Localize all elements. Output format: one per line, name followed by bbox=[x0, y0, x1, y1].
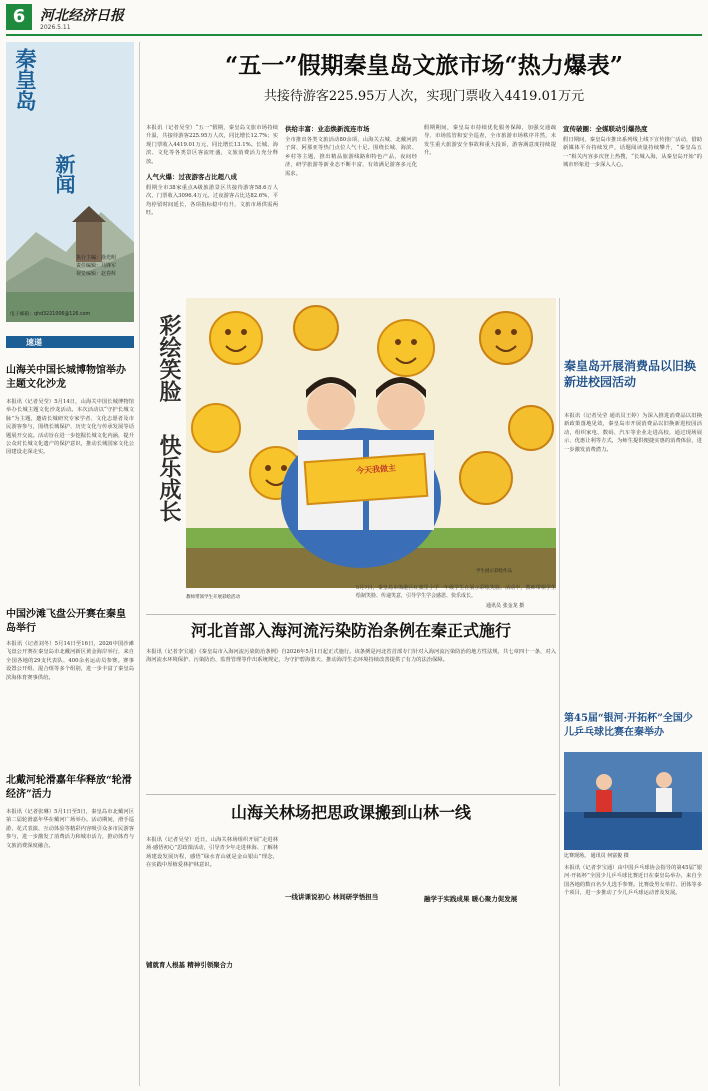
lead-column: 假期期间，秦皇岛市持续优化服务保障，加强交通疏导、市场监管和安全巡查，全市旅游市场秩序井然，未发生重大旅游安全事故和重大投诉，游客满意度持续提升。 bbox=[424, 125, 556, 157]
forest-rule bbox=[146, 794, 556, 795]
table-tennis-body: 本报讯（记者李宝通）由中国乒乓球协会指导的第45届“银河·开拓杯”全国少儿乒乓球比赛近日在秦皇岛举办，来自全国各地的数百名少儿选手参赛。比赛设男女单打、团体等多个项目，进一步推动了少儿乒乓球运动普及发展。 bbox=[564, 865, 702, 897]
newspaper-name: 河北经济日报 bbox=[40, 8, 124, 24]
forest-headline: 山海关林场把思政课搬到山林一线 bbox=[230, 803, 471, 822]
great-wall-illustration bbox=[6, 172, 134, 322]
lead-subhead: 供给丰富：业态焕新流连市场 bbox=[285, 125, 370, 133]
express-headline: 山海关中国长城博物馆举办主题文化沙龙 bbox=[6, 365, 126, 390]
section-banner bbox=[6, 42, 134, 322]
lead-column: 本报讯（记者吴莹）“五一”假期，秦皇岛文旅市场持续升温，共接待游客225.95万人次，同比增长12.7%；实现门票收入4419.01万元，同比增长13.1%。长城、海滨、文化等各类景区客流旺盛，文旅消费活力充分释放。 bbox=[146, 125, 278, 165]
express-label: 速递 bbox=[26, 338, 42, 347]
photo-credit: 通讯员 张金龙 摄 bbox=[486, 603, 525, 609]
express-body: 本报讯（记者张琳）5月1日至5日，秦皇岛市北戴河区第二届轮滑嘉年华在戴河广场举办。活动期间，滑手巡游、花式表演、互动体验等精彩内容吸引众多市民游客参与，进一步激发了消费活力和城市活力，推动体育与文旅消费深度融合。 bbox=[6, 809, 134, 849]
photo-title: 彩绘笑脸 bbox=[156, 314, 182, 402]
lead-headline: “五一”假期秦皇岛文旅市场“热力爆表” bbox=[225, 52, 623, 79]
consumption-headline: 秦皇岛开展消费品以旧换新进校园活动 bbox=[564, 359, 697, 389]
forest-subhead: 铺就育人根基 精神引领聚合力 bbox=[146, 961, 233, 969]
law-rule bbox=[146, 614, 556, 615]
photo-sign-text: 今天我做主 bbox=[355, 462, 397, 476]
editor-line: 视觉编辑：赵春辉 bbox=[76, 271, 117, 277]
editor-line: 执行主编：徐光明 bbox=[76, 255, 117, 261]
column-divider bbox=[139, 42, 140, 1086]
section-title-news: 新闻 bbox=[52, 154, 76, 194]
express-body: 本报讯（记者刘冬）5月14日至16日，2026中国沙滩飞盘公开赛在秦皇岛市北戴河新区黄金海岸举行，来自全国各地的29支代表队、400余名运动员参赛。赛事设置公开组、混合组等多个组别，进一步丰富了秦皇岛滨海体育赛事供给。 bbox=[6, 641, 134, 681]
photo-caption: 5月7日，秦皇岛市海港区红旗里小学一年级学生在展示彩绘笑脸。活动中，教师带领学生绘制笑脸、传递笑意，引导学生学会感恩、快乐成长。 bbox=[356, 585, 556, 599]
smiley-drawing-photo bbox=[186, 298, 556, 588]
right-divider bbox=[559, 298, 560, 1086]
lead-column: 假日期间，秦皇岛市推出系列线上线下宣传推广活动，借助新媒体平台持续发声，话题阅读量持续攀升，“秦皇岛五一”相关内容多次登上热搜，“长城入海，从秦皇岛开始”的城市形象进一步深入人心。 bbox=[563, 137, 702, 169]
table-tennis-caption: 比赛现场。 通讯员 何富俊 摄 bbox=[564, 853, 629, 859]
express-headline: 中国沙滩飞盘公开赛在秦皇岛举行 bbox=[6, 609, 126, 634]
law-body: 本报讯（记者李宝通）《秦皇岛市入海河流污染防治条例》自2026年5月1日起正式施行。该条例是河北省首部专门针对入海河流污染防治的地方性法规，共七章四十一条，对入海河流水环境保护、污染防治、监督管理等作出系统规定，为守护碧海蓝天、推动海洋生态环境持续改善提供了有力的法治保障。 bbox=[146, 649, 556, 664]
issue-date: 2026.5.11 bbox=[40, 24, 71, 31]
forest-body: 本报讯（记者吴莹）近日，山海关林场组织开展“走进林场·感悟初心”思政课活动，引导青少年走进林海、了解林场建设发展历程，感悟“绿水青山就是金山银山”理念，在实践中厚植爱林护林意识。 bbox=[146, 837, 278, 869]
consumption-body: 本报讯（记者吴莹 通讯员王婷）为深入推进消费品以旧换新政策落地见效，秦皇岛市开展消费品以旧换新进校园活动，组织家电、数码、汽车等企业走进高校，通过现场展示、优惠让利等方式，为师生提供便捷实惠的消费体验，进一步激发消费潜力。 bbox=[564, 413, 702, 453]
table-tennis-headline: 第45届“银河·开拓杯”全国少儿乒乓球比赛在秦举办 bbox=[564, 713, 693, 738]
forest-subhead: 融学于实践成果 暖心聚力促发展 bbox=[424, 895, 518, 903]
forest-subhead: 一线讲课说初心 林间研学悟担当 bbox=[285, 893, 379, 901]
lead-subhead: 宣传破圈：全媒联动引爆热度 bbox=[563, 125, 648, 133]
express-header bbox=[6, 336, 134, 348]
table-tennis-photo bbox=[564, 752, 702, 850]
law-headline: 河北首部入海河流污染防治条例在秦正式施行 bbox=[190, 621, 511, 640]
lead-subhead: 人气火爆：过夜游客占比超八成 bbox=[146, 173, 237, 181]
header-rule bbox=[6, 34, 702, 36]
photo-title: 快乐成长 bbox=[156, 434, 182, 522]
photo-inset-caption: 教师带领学生开展彩绘活动 bbox=[186, 595, 240, 600]
lead-subheadline: 共接待游客225.95万人次，实现门票收入4419.01万元 bbox=[263, 89, 585, 104]
section-title-city: 秦皇岛 bbox=[13, 48, 38, 111]
page-header bbox=[6, 4, 702, 34]
express-headline: 北戴河轮滑嘉年华释放“轮滑经济”活力 bbox=[6, 775, 132, 800]
page-number: 6 bbox=[6, 4, 32, 30]
editor-credits bbox=[76, 254, 134, 278]
express-body: 本报讯（记者吴莹）5月14日，山海关中国长城博物馆举办长城主题文化沙龙活动。本次活动以“守护长城文脉”为主题，邀请长城研究专家学者、文化志愿者及市民游客参与，围绕长城保护、历史文化与传承发展等话题展开交流。活动旨在进一步挖掘长城文化内涵，提升公众对长城文化遗产的保护意识，推动长城国家文化公园建设走深走实。 bbox=[6, 399, 134, 456]
lead-column: 全市推出各类文旅活动80余项，山海关古城、北戴河鸽子窝、阿那亚等热门点位人气十足。围绕长城、海滨、乡村等主题，推出精品旅游线路和特色产品，夜间经济、研学旅游等新业态不断丰富，有效满足游客多元化需求。 bbox=[285, 137, 417, 177]
editor-line: 责任编辑：马锋军 bbox=[76, 263, 117, 269]
photo-feature bbox=[146, 298, 556, 608]
lead-column: 假期全市38家重点A级旅游景区共接待游客58.6万人次，门票收入3096.4万元。过夜游客占比达82.6%，平均停留时间延长，各项指标稳中有升，文旅市场供需两旺。 bbox=[146, 185, 278, 217]
photo-inset-caption: 学生展示彩绘作品 bbox=[476, 569, 512, 574]
contact-email: 电子邮箱：qhd3221006@126.com bbox=[10, 312, 91, 317]
